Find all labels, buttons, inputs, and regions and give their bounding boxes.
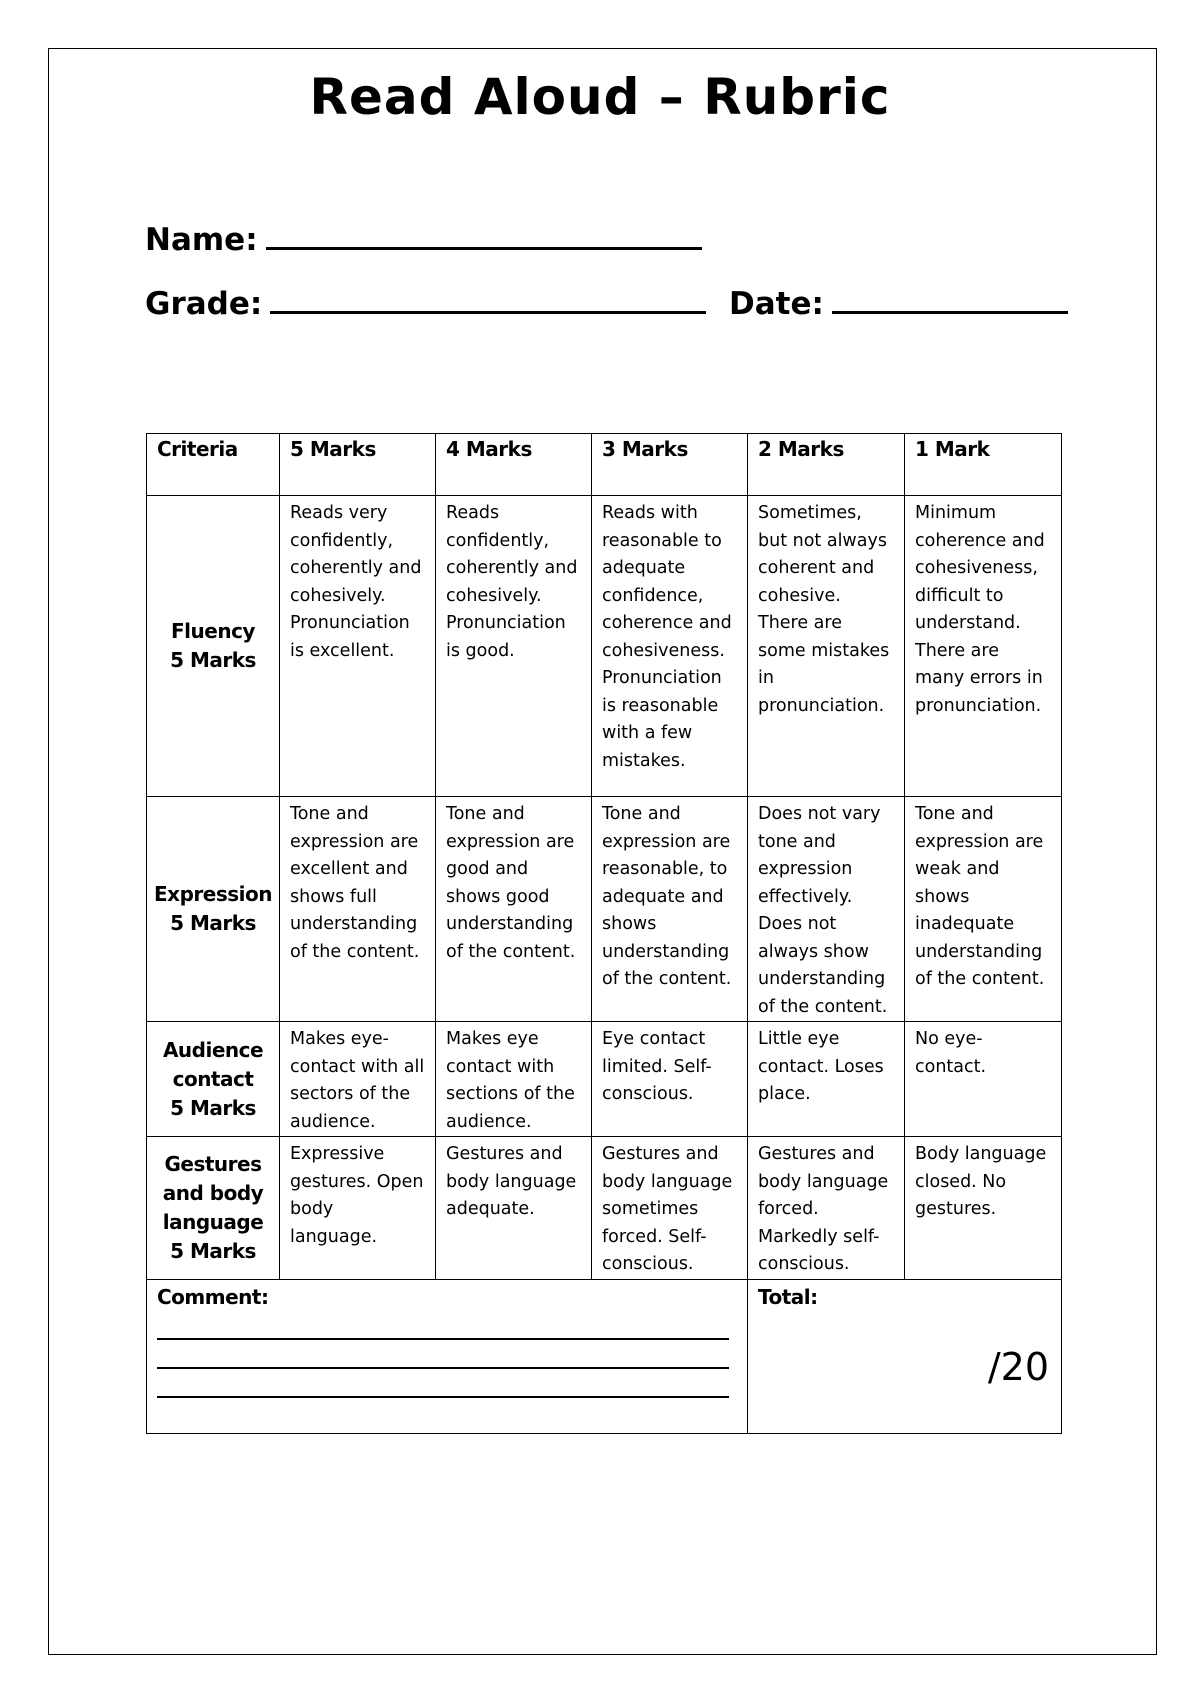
total-value: /20: [987, 1345, 1049, 1389]
criteria-line: Fluency: [171, 619, 255, 643]
criteria-audience-contact: [147, 1022, 280, 1137]
criteria-gestures: [147, 1137, 280, 1280]
table-row-gestures: [147, 1137, 1062, 1280]
table-cell: Makes eye contact with sections of the audience.: [436, 1022, 592, 1137]
header-criteria: Criteria: [147, 434, 280, 496]
criteria-line: 5 Marks: [170, 1095, 256, 1120]
date-input-line[interactable]: [832, 310, 1068, 314]
table-cell: Gestures and body language sometimes forced. Self-conscious.: [592, 1137, 748, 1280]
table-cell: Tone and expression are good and shows good understanding of the content.: [436, 797, 592, 1022]
criteria-line: Expression: [154, 882, 272, 906]
criteria-line: language: [162, 1209, 264, 1234]
grade-input-line[interactable]: [270, 310, 706, 314]
table-cell: Tone and expression are weak and shows inadequate understanding of the content.: [905, 797, 1062, 1022]
table-cell: Reads confidently, coherently and cohesively. Pronunciation is good.: [436, 496, 592, 797]
criteria-line: contact: [172, 1066, 254, 1091]
page-title: Read Aloud – Rubric: [309, 68, 891, 126]
table-cell: Tone and expression are reasonable, to adequate and shows understanding of the content.: [592, 797, 748, 1022]
table-row-comment-total: [147, 1279, 1062, 1433]
date-field: [729, 286, 1068, 322]
table-row-audience-contact: [147, 1022, 1062, 1137]
comment-line[interactable]: [157, 1369, 729, 1398]
table-cell: Expressive gestures. Open body language.: [280, 1137, 436, 1280]
header-row: [147, 434, 1062, 496]
header-2-marks: 2 Marks: [748, 434, 905, 496]
total-cell[interactable]: [748, 1279, 1062, 1433]
grade-label: Grade:: [145, 286, 263, 322]
table-cell: Makes eye-contact with all sectors of the audience.: [280, 1022, 436, 1137]
header-1-mark: 1 Mark: [905, 434, 1062, 496]
table-row-fluency: [147, 496, 1062, 797]
name-label: Name:: [145, 222, 258, 258]
criteria-line: Gestures: [164, 1151, 262, 1176]
comment-label: Comment:: [157, 1284, 269, 1309]
comment-cell[interactable]: [147, 1279, 748, 1433]
criteria-line: 5 Marks: [170, 911, 256, 935]
total-label: Total:: [758, 1284, 818, 1309]
name-input-line[interactable]: [266, 246, 702, 250]
table-cell: Body language closed. No gestures.: [905, 1137, 1062, 1280]
criteria-line: 5 Marks: [170, 648, 256, 672]
table-cell: Gestures and body language adequate.: [436, 1137, 592, 1280]
comment-line[interactable]: [157, 1340, 729, 1369]
criteria-fluency: [147, 496, 280, 797]
date-label: Date:: [729, 286, 824, 322]
criteria-line: and body: [162, 1180, 264, 1205]
table-cell: No eye-contact.: [905, 1022, 1062, 1137]
header-5-marks: 5 Marks: [280, 434, 436, 496]
criteria-expression: [147, 797, 280, 1022]
table-cell: Reads with reasonable to adequate confidence, coherence and cohesiveness. Pronunciation is reasonable with a few mistakes.: [592, 496, 748, 797]
table-row-expression: [147, 797, 1062, 1022]
table-cell: Tone and expression are excellent and shows full understanding of the content.: [280, 797, 436, 1022]
table-cell: Sometimes, but not always coherent and cohesive. There are some mistakes in pronunciation.: [748, 496, 905, 797]
table-cell: Does not vary tone and expression effectively. Does not always show understanding of the content.: [748, 797, 905, 1022]
table-cell: Reads very confidently, coherently and cohesively. Pronunciation is excellent.: [280, 496, 436, 797]
criteria-line: 5 Marks: [170, 1238, 256, 1263]
criteria-line: Audience: [162, 1037, 264, 1062]
table-cell: Gestures and body language forced. Markedly self-conscious.: [748, 1137, 905, 1280]
name-field: [145, 222, 702, 258]
table-cell: Minimum coherence and cohesiveness, difficult to understand. There are many errors in pronunciation.: [905, 496, 1062, 797]
table-cell: Little eye contact. Loses place.: [748, 1022, 905, 1137]
table-cell: Eye contact limited. Self-conscious.: [592, 1022, 748, 1137]
rubric-table: [146, 433, 1062, 1434]
header-3-marks: 3 Marks: [592, 434, 748, 496]
header-4-marks: 4 Marks: [436, 434, 592, 496]
comment-line[interactable]: [157, 1311, 729, 1340]
grade-field: [145, 286, 706, 322]
